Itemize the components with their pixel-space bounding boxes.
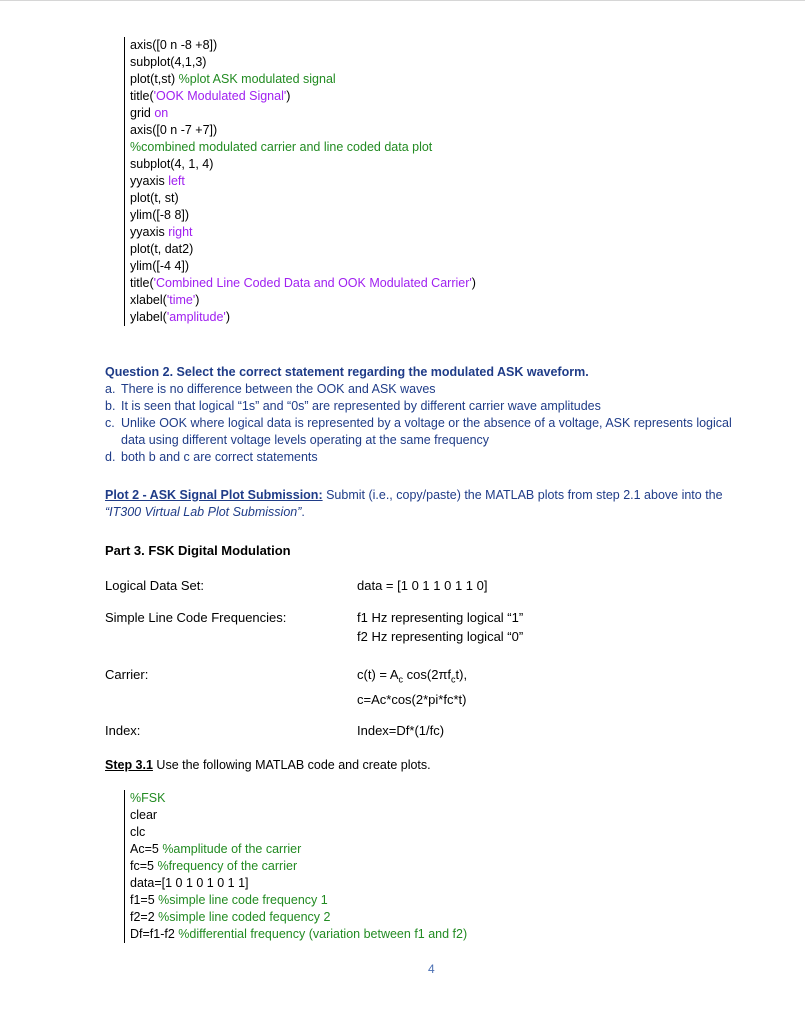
option-c[interactable]: c. Unlike OOK where logical data is represented by a voltage or the absence of a voltage, ASK represents logical data using different voltage levels operating at the same frequency xyxy=(105,416,732,447)
page-top-border xyxy=(0,0,805,1)
line-code-freq-value: f1 Hz representing logical “1” f2 Hz representing logical “0” xyxy=(357,610,524,644)
logical-data-value: data = [1 0 1 1 0 1 1 0] xyxy=(357,578,488,593)
code-line: xlabel('time') xyxy=(130,293,200,307)
step-3-1: Step 3.1 Use the following MATLAB code and create plots. xyxy=(105,758,431,772)
code-line: f2=2 %simple line coded fequency 2 xyxy=(130,910,331,924)
code-line: grid on xyxy=(130,106,169,120)
code-line: clear xyxy=(130,808,158,822)
submission-name: “IT300 Virtual Lab Plot Submission” xyxy=(105,505,302,519)
carrier-label: Carrier: xyxy=(105,667,149,682)
code-line: yyaxis right xyxy=(130,225,193,239)
code-line: Ac=5 %amplitude of the carrier xyxy=(130,842,302,856)
code-line: title('OOK Modulated Signal') xyxy=(130,89,291,103)
option-b[interactable]: b. It is seen that logical “1s” and “0s” are represented by different carrier wave amplitudes xyxy=(105,399,601,413)
code-line: ylim([-8 8]) xyxy=(130,208,190,222)
index-value: Index=Df*(1/fc) xyxy=(357,723,445,738)
option-d[interactable]: d. both b and c are correct statements xyxy=(105,450,318,464)
code-line: subplot(4,1,3) xyxy=(130,55,207,69)
index-label: Index: xyxy=(105,723,141,738)
question-2-title: Question 2. Select the correct statement regarding the modulated ASK waveform. xyxy=(105,365,589,379)
code-line: fc=5 %frequency of the carrier xyxy=(130,859,298,873)
line-code-freq-label: Simple Line Code Frequencies: xyxy=(105,610,287,625)
code-line: subplot(4, 1, 4) xyxy=(130,157,214,171)
code-line: axis([0 n -8 +8]) xyxy=(130,38,218,52)
code-line: axis([0 n -7 +7]) xyxy=(130,123,218,137)
code-line: plot(t, st) xyxy=(130,191,179,205)
plot-2-label: Plot 2 - ASK Signal Plot Submission: xyxy=(105,488,323,502)
code-line: %FSK xyxy=(130,791,166,805)
matlab-code-block-1 xyxy=(124,37,476,326)
code-line: clc xyxy=(130,825,146,839)
option-a[interactable]: a. There is no difference between the OOK and ASK waves xyxy=(105,382,436,396)
code-line: Df=f1-f2 %differential frequency (variation between f1 and f2) xyxy=(130,927,468,941)
question-2 xyxy=(105,364,755,466)
code-line: plot(t,st) %plot ASK modulated signal xyxy=(130,72,336,86)
code-line: title('Combined Line Coded Data and OOK Modulated Carrier') xyxy=(130,276,476,290)
code-line: ylabel('amplitude') xyxy=(130,310,230,324)
logical-data-label: Logical Data Set: xyxy=(105,578,205,593)
step-3-1-label: Step 3.1 xyxy=(105,758,153,772)
code-line: ylim([-4 4]) xyxy=(130,259,190,273)
plot-2-submission: Plot 2 - ASK Signal Plot Submission: Submit (i.e., copy/paste) the MATLAB plots from step 2.1 above into the “IT300 Virtual Lab Plot Submission”. xyxy=(105,488,723,519)
page-number: 4 xyxy=(428,962,435,976)
code-line: f1=5 %simple line code frequency 1 xyxy=(130,893,328,907)
code-line: %combined modulated carrier and line coded data plot xyxy=(130,140,433,154)
part-3-title: Part 3. FSK Digital Modulation xyxy=(105,543,291,558)
code-line: yyaxis left xyxy=(130,174,185,188)
code-line: plot(t, dat2) xyxy=(130,242,194,256)
matlab-code-block-2 xyxy=(124,790,467,943)
carrier-value: $c(t) = A_c$ $\cos(2\pi f_ct)$, c=Ac*cos(2*pi*fc*t) xyxy=(357,667,468,707)
code-line: data=[1 0 1 0 1 0 1 1] xyxy=(130,876,249,890)
